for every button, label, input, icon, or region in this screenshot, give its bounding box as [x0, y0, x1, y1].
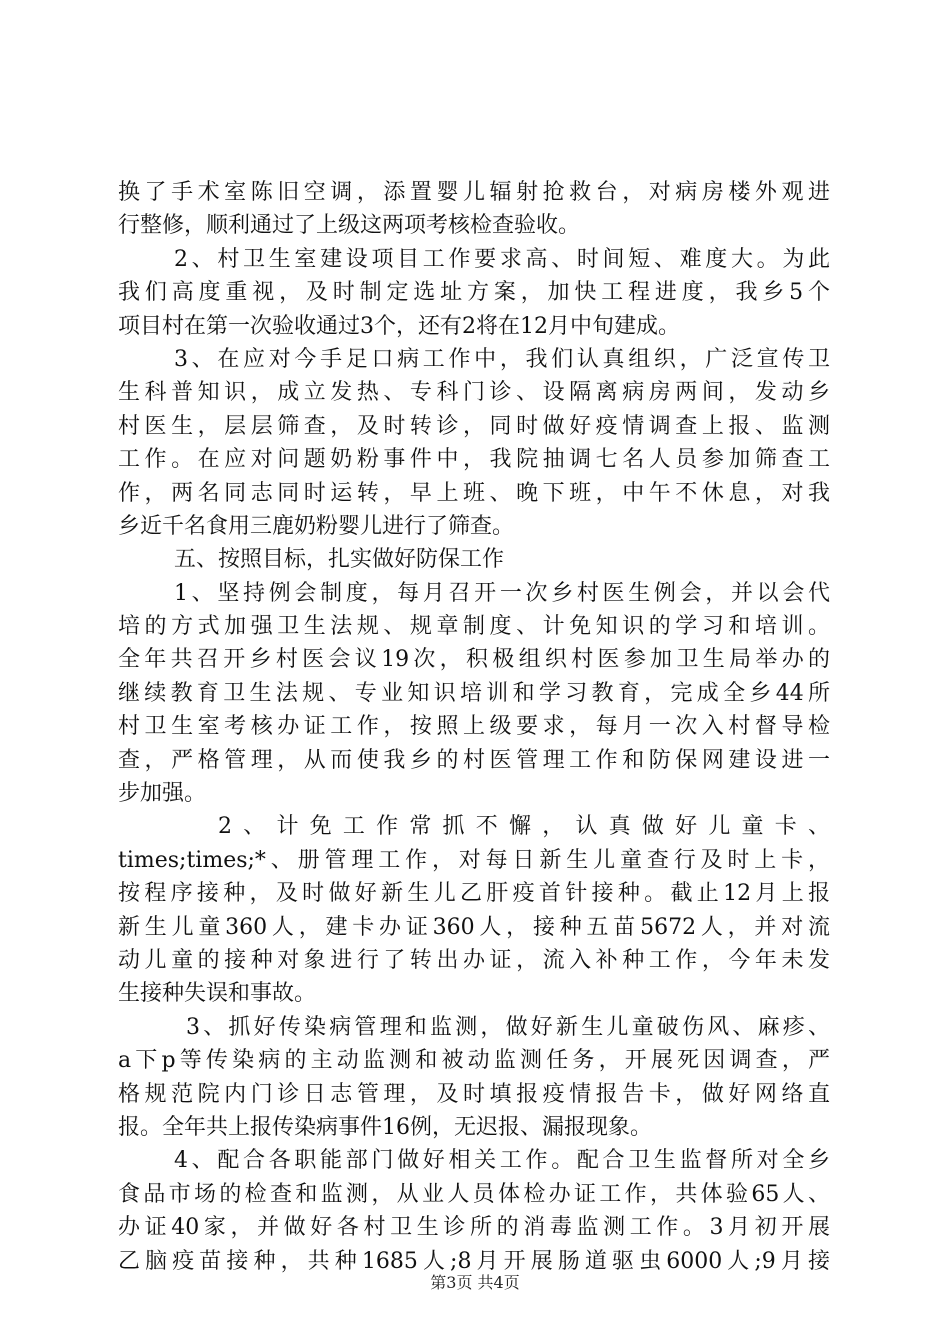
section-heading: 五、按照目标，扎实做好防保工作 [174, 547, 505, 573]
paragraph-line: 4、配合各职能部门做好相关工作。配合卫生监督所对全乡 [174, 1148, 830, 1174]
paragraph-line: times;times;*、册管理工作，对每日新生儿童查行及时上卡， [118, 847, 830, 873]
paragraph-line: 村医生，层层筛查，及时转诊，同时做好疫情调查上报、监测 [118, 413, 830, 439]
paragraph-line: 村卫生室考核办证工作，按照上级要求，每月一次入村督导检 [118, 714, 830, 740]
paragraph-line: 报。全年共上报传染病事件16例，无迟报、漏报现象。 [118, 1114, 652, 1140]
paragraph-line: 生接种失误和事故。 [118, 981, 317, 1007]
paragraph-line: 我们高度重视，及时制定选址方案，加快工程进度，我乡5个 [118, 280, 830, 306]
paragraph-line: 换了手术室陈旧空调，添置婴儿辐射抢救台，对病房楼外观进 [118, 180, 830, 205]
paragraph-line: 行整修，顺利通过了上级这两项考核检查验收。 [118, 213, 581, 239]
paragraph-line: 1、坚持例会制度，每月召开一次乡村医生例会，并以会代 [174, 580, 830, 606]
paragraph-line: 查，严格管理，从而使我乡的村医管理工作和防保网建设进一 [118, 747, 830, 773]
paragraph-line: a下p等传染病的主动监测和被动监测任务，开展死因调查，严 [118, 1048, 830, 1074]
paragraph-line: 动儿童的接种对象进行了转出办证，流入补种工作，今年未发 [118, 947, 830, 973]
paragraph-line: 食品市场的检查和监测，从业人员体检办证工作，共体验65人、 [118, 1181, 830, 1207]
paragraph-line: 生科普知识，成立发热、专科门诊、设隔离病房两间，发动乡 [118, 380, 830, 406]
paragraph-line: 办证40家，并做好各村卫生诊所的消毒监测工作。3月初开展 [118, 1215, 830, 1241]
paragraph-line: 乡近千名食用三鹿奶粉婴儿进行了筛查。 [118, 513, 515, 539]
paragraph-line: 全年共召开乡村医会议19次，积极组织村医参加卫生局举办的 [118, 647, 830, 673]
paragraph-line: 3、抓好传染病管理和监测，做好新生儿童破伤风、麻疹、 [186, 1014, 830, 1040]
paragraph-line: 新生儿童360人，建卡办证360人，接种五苗5672人，并对流 [118, 914, 830, 940]
paragraph-line: 作，两名同志同时运转，早上班、晚下班，中午不休息，对我 [118, 480, 830, 506]
paragraph-line: 2、计免工作常抓不懈，认真做好儿童卡、 [218, 814, 830, 840]
paragraph-line: 工作。在应对问题奶粉事件中，我院抽调七名人员参加筛查工 [118, 447, 830, 473]
paragraph-line: 格规范院内门诊日志管理，及时填报疫情报告卡，做好网络直 [118, 1081, 830, 1107]
paragraph-line: 3、在应对今手足口病工作中，我们认真组织，广泛宣传卫 [174, 346, 830, 372]
paragraph-line: 乙脑疫苗接种，共种1685人;8月开展肠道驱虫6000人;9月接 [118, 1248, 830, 1274]
paragraph-line: 步加强。 [118, 781, 207, 807]
page-number-footer: 第3页 共4页 [430, 1273, 520, 1292]
paragraph-line: 项目村在第一次验收通过3个，还有2将在12月中旬建成。 [118, 313, 680, 339]
paragraph-line: 培的方式加强卫生法规、规章制度、计免知识的学习和培训。 [118, 614, 830, 640]
paragraph-line: 按程序接种，及时做好新生儿乙肝疫首针接种。截止12月上报 [118, 881, 830, 907]
document-body [118, 176, 830, 1278]
paragraph-line: 2、村卫生室建设项目工作要求高、时间短、难度大。为此 [174, 246, 830, 272]
paragraph-line: 继续教育卫生法规、专业知识培训和学习教育，完成全乡44所 [118, 680, 830, 706]
